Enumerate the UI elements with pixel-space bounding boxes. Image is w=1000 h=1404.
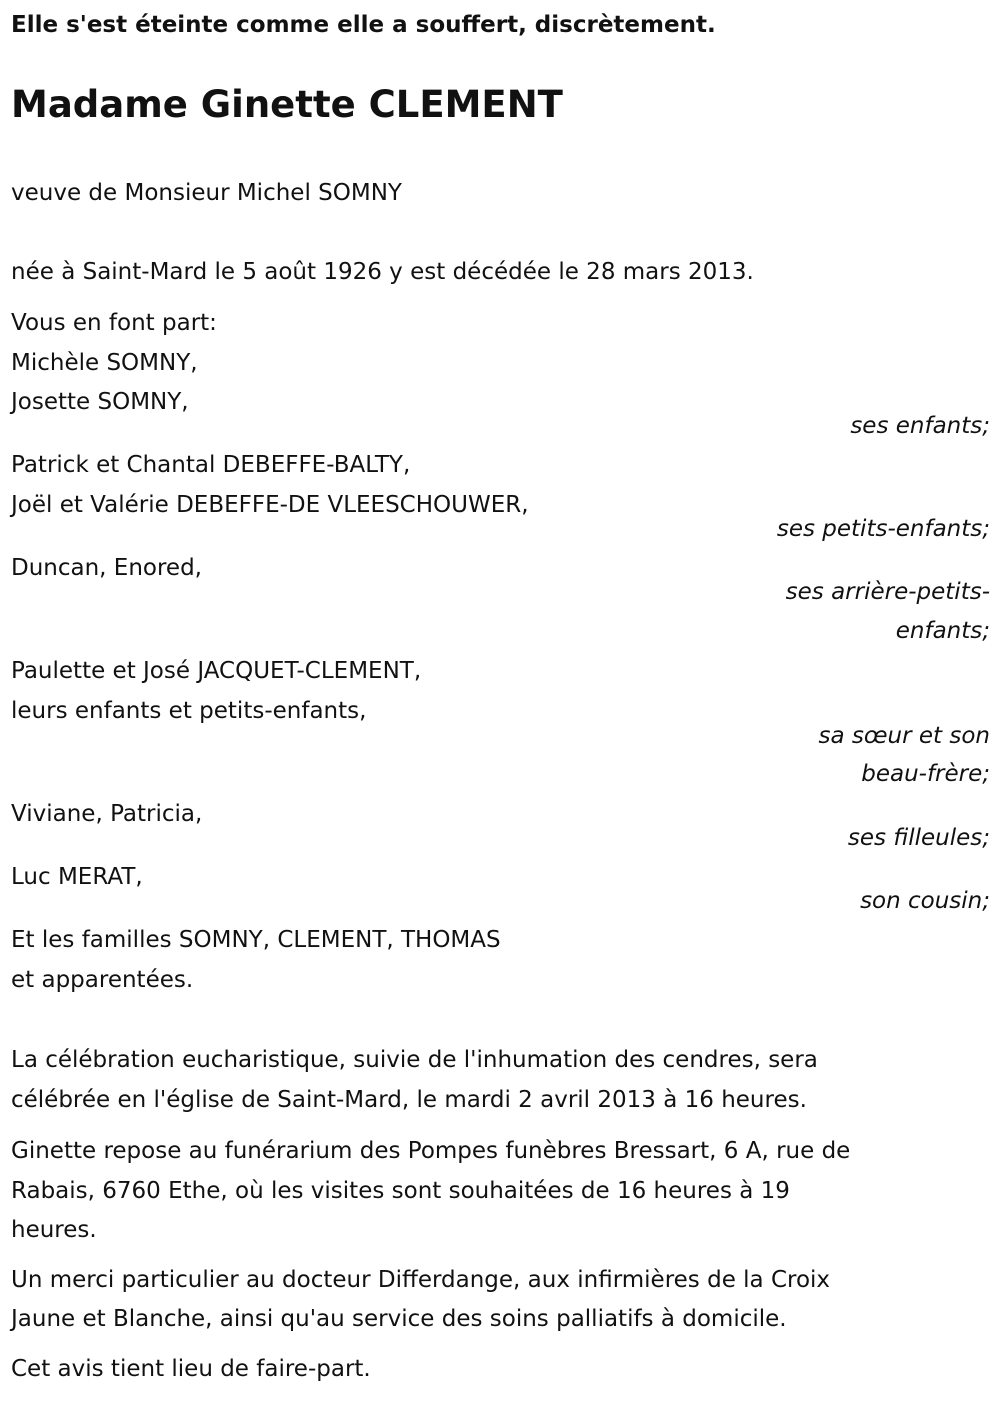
visitation-text: heures.	[11, 1217, 97, 1243]
sibling-descendants: leurs enfants et petits-enfants,	[11, 698, 367, 724]
sibling-name: Paulette et José JACQUET-CLEMENT,	[11, 658, 422, 684]
grandchild-name: Joël et Valérie DEBEFFE-DE VLEESCHOUWER,	[11, 492, 529, 518]
cousin-name: Luc MERAT,	[11, 864, 143, 890]
birth-death: née à Saint-Mard le 5 août 1926 y est décédée le 28 mars 2013.	[11, 259, 754, 285]
sibling-role: sa sœur et son	[818, 723, 990, 749]
epigraph: Elle s'est éteinte comme elle a souffert, discrètement.	[11, 12, 716, 38]
goddaughters-role: ses filleules;	[847, 825, 990, 851]
child-name: Michèle SOMNY,	[11, 350, 198, 376]
visitation-text: Ginette repose au funérarium des Pompes funèbres Bressart, 6 A, rue de	[11, 1138, 851, 1164]
grandchildren-role: ses petits-enfants;	[776, 516, 990, 542]
intro: Vous en font part:	[11, 310, 217, 336]
ceremony-text: célébrée en l'église de Saint-Mard, le mardi 2 avril 2013 à 16 heures.	[11, 1087, 807, 1113]
great-grandchildren-role: ses arrière-petits-	[785, 579, 990, 605]
great-grandchildren-role: enfants;	[895, 618, 990, 644]
thanks-text: Un merci particulier au docteur Differdange, aux infirmières de la Croix	[11, 1267, 831, 1293]
great-grandchild-names: Duncan, Enored,	[11, 555, 202, 581]
deceased-name: Madame Ginette CLEMENT	[11, 83, 563, 126]
families: Et les familles SOMNY, CLEMENT, THOMAS	[11, 927, 501, 953]
widow-of: veuve de Monsieur Michel SOMNY	[11, 180, 402, 206]
ceremony-text: La célébration eucharistique, suivie de l'inhumation des cendres, sera	[11, 1047, 818, 1073]
sibling-role: beau-frère;	[861, 761, 990, 787]
grandchild-name: Patrick et Chantal DEBEFFE-BALTY,	[11, 452, 411, 478]
closing-note: Cet avis tient lieu de faire-part.	[11, 1356, 371, 1382]
visitation-text: Rabais, 6760 Ethe, où les visites sont souhaitées de 16 heures à 19	[11, 1178, 790, 1204]
cousin-role: son cousin;	[860, 888, 990, 914]
goddaughter-names: Viviane, Patricia,	[11, 801, 203, 827]
children-role: ses enfants;	[850, 413, 990, 439]
child-name: Josette SOMNY,	[11, 389, 189, 415]
families: et apparentées.	[11, 967, 194, 993]
thanks-text: Jaune et Blanche, ainsi qu'au service des soins palliatifs à domicile.	[11, 1306, 787, 1332]
